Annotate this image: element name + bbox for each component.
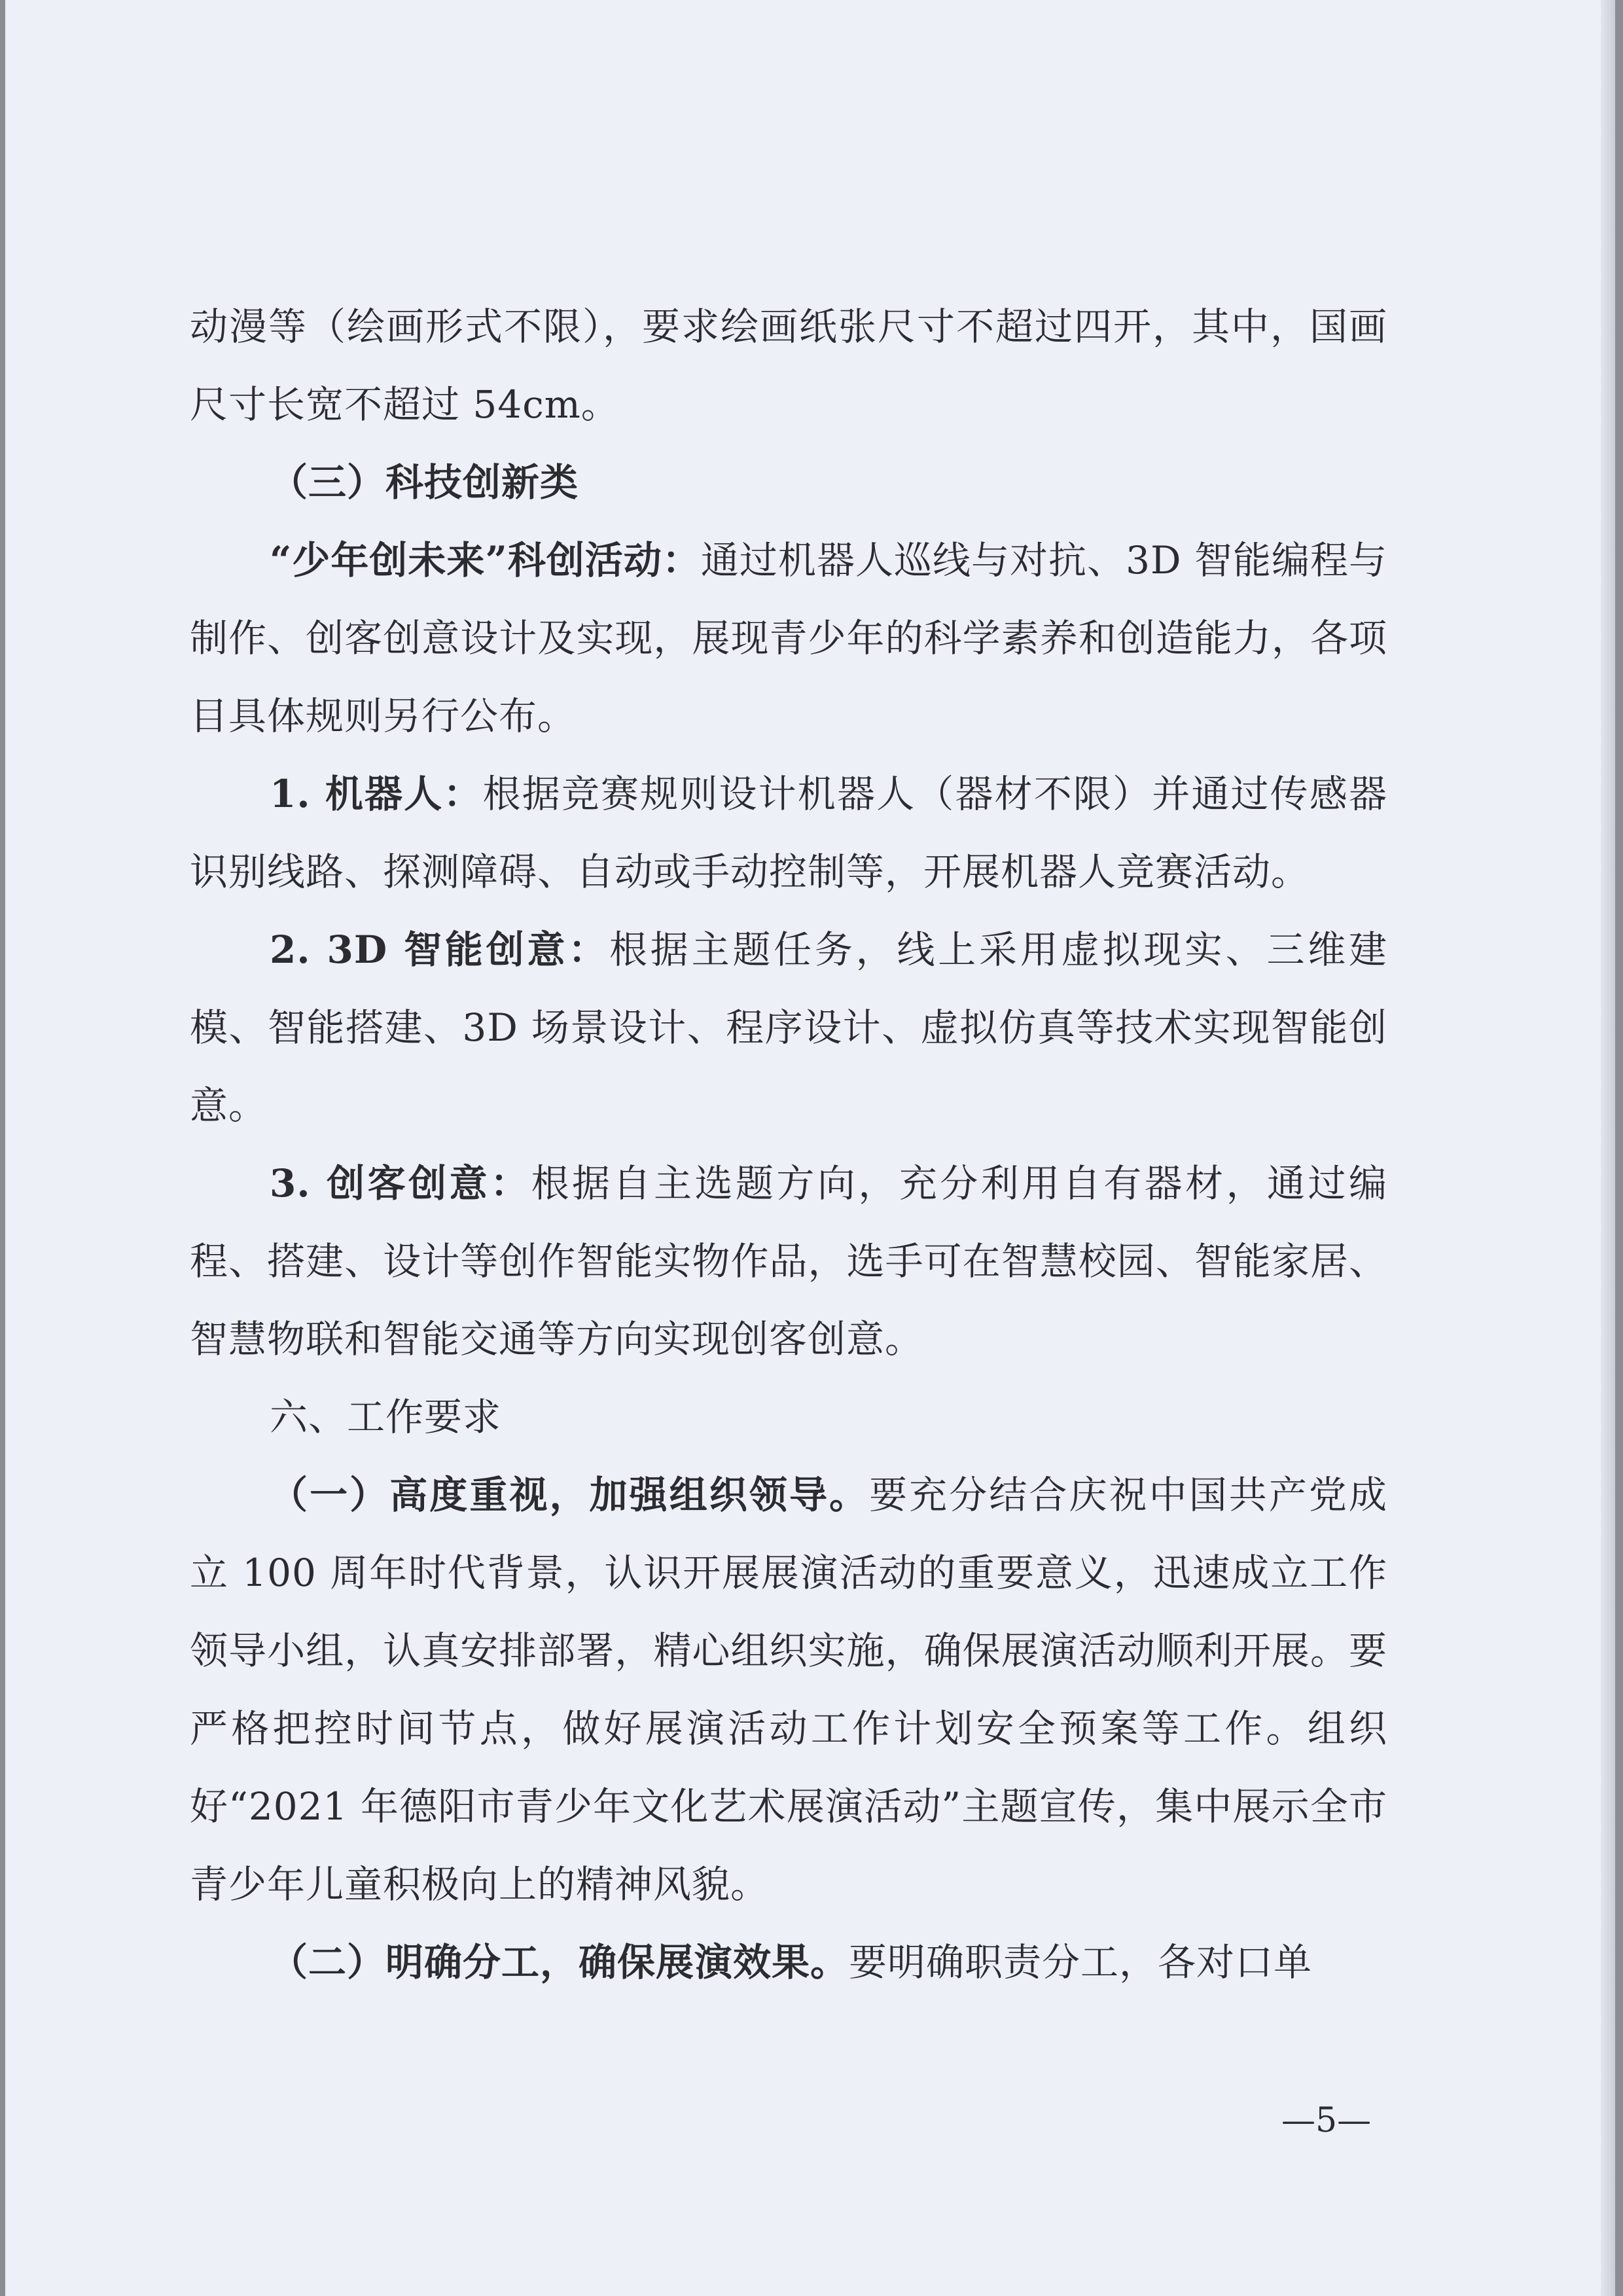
page-number: —5— — [1281, 2101, 1372, 2140]
paragraph-bold-lead: （二）明确分工，确保展演效果。 — [270, 1940, 849, 1984]
paragraph-bold-lead: （一）高度重视，加强组织领导。 — [270, 1473, 870, 1517]
paragraph-bold-lead: 1. 机器人： — [270, 772, 483, 816]
paragraph-painting-size — [190, 288, 1387, 444]
paragraph-maker-creativity — [190, 1145, 1387, 1378]
paragraph-organization-leadership — [190, 1456, 1387, 1924]
paragraph-3d-intelligent-creativity — [190, 911, 1387, 1145]
paragraph-text: 根据竞赛规则设计机器人（器材不限）并通过传感器识别线路、探测障碍、自动或手动控制等，开展机器人竞赛活动。 — [190, 772, 1387, 894]
paragraph-text: 动漫等（绘画形式不限），要求绘画纸张尺寸不超过四开，其中，国画尺寸长宽不超过 54cm。 — [190, 304, 1387, 427]
paragraph-bold-lead: （三）科技创新类 — [270, 460, 579, 505]
paragraph-text: 要充分结合庆祝中国共产党成立 100 周年时代背景，认识开展展演活动的重要意义，迅速成立工作领导小组，认真安排部署，精心组织实施，确保展演活动顺利开展。要严格把控时间节点，做好展演活动工作计划安全预案等工作。组织好“2021 年德阳市青少年文化艺术展演活动”主题宣传，集中展示全市青少年儿童积极向上的精神风貌。 — [190, 1473, 1387, 1907]
paragraph-text: 六、工作要求 — [270, 1395, 502, 1439]
paragraph-division-of-labor — [190, 1924, 1387, 2001]
paragraph-text: 根据主题任务，线上采用虚拟现实、三维建模、智能搭建、3D 场景设计、程序设计、虚拟仿真等技术实现智能创意。 — [190, 927, 1387, 1128]
paragraph-bold-lead: 2. 3D 智能创意： — [270, 927, 610, 972]
paragraph-bold-lead: 3. 创客创意： — [270, 1161, 531, 1206]
paragraph-text: 要明确职责分工，各对口单 — [849, 1940, 1313, 1984]
paragraph-text: 通过机器人巡线与对抗、3D 智能编程与制作、创客创意设计及实现，展现青少年的科学素养和创造能力，各项目具体规则另行公布。 — [190, 538, 1387, 738]
document-body — [190, 288, 1387, 2001]
section-heading-work-requirements — [190, 1378, 1387, 1456]
paragraph-text: 根据自主选题方向，充分利用自有器材，通过编程、搭建、设计等创作智能实物作品，选手可在智慧校园、智能家居、智慧物联和智能交通等方向实现创客创意。 — [190, 1161, 1387, 1361]
paragraph-youth-innovation-activity — [190, 522, 1387, 755]
section-heading-tech-innovation — [190, 444, 1387, 522]
document-page — [5, 0, 1615, 2296]
paragraph-bold-lead: “少年创未来”科创活动： — [270, 538, 701, 583]
paragraph-robot — [190, 755, 1387, 911]
